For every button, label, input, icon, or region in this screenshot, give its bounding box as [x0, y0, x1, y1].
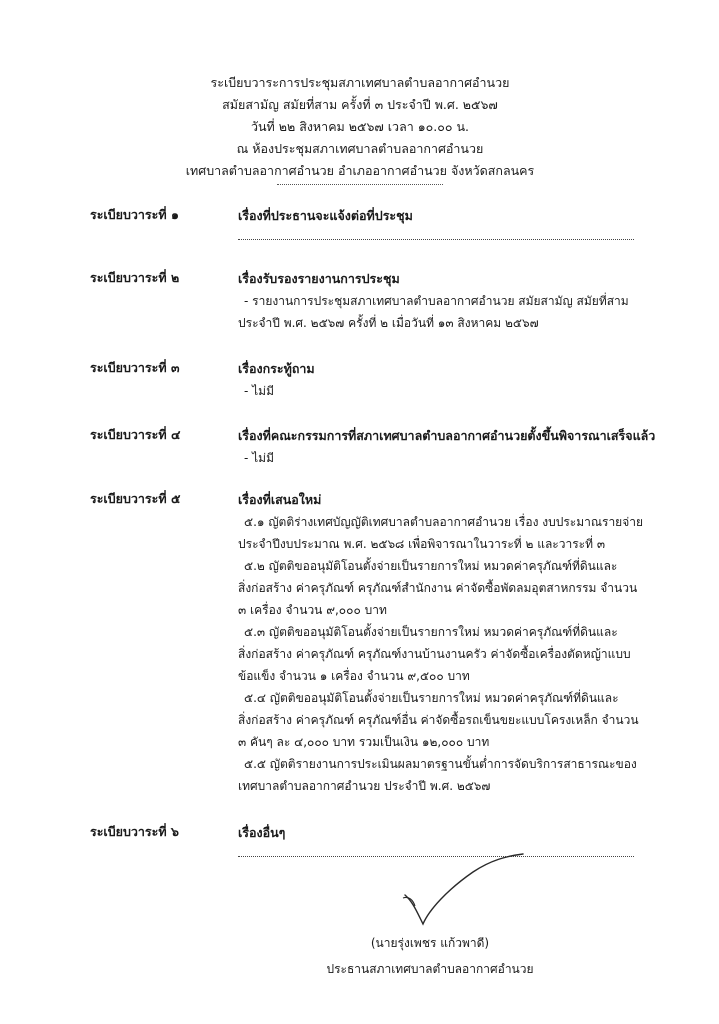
agenda-item: - ไม่มี	[244, 451, 274, 465]
signatory-position: ประธานสภาเทศบาลตำบลอากาศอำนวย	[326, 962, 534, 976]
document-header	[110, 72, 610, 185]
agenda-item-5-3-continued: สิ่งก่อสร้าง ค่าครุภัณฑ์ ครุภัณฑ์งานบ้านงานครัว ค่าจัดซื้อเครื่องตัดหญ้าแบบ	[238, 647, 631, 661]
agenda-item-5-5-continued: เทศบาลตำบลอากาศอำนวย ประจำปี พ.ศ. ๒๕๖๗	[238, 779, 491, 793]
agenda-title: เรื่องอื่นๆ	[238, 825, 286, 840]
agenda-item-5-1: ๕.๑ ญัตติร่างเทศบัญญัติเทศบาลตำบลอากาศอำนวย เรื่อง งบประมาณรายจ่าย	[244, 515, 644, 529]
agenda-item-5-5: ๕.๕ ญัตติรายงานการประเมินผลมาตรฐานขั้นต่ำการจัดบริการสาธารณะของ	[244, 757, 637, 771]
signatory-block	[300, 930, 560, 982]
agenda-item-5-2-continued: ๓ เครื่อง จำนวน ๙,๐๐๐ บาท	[238, 603, 387, 617]
agenda-title: เรื่องรับรองรายงานการประชุม	[238, 271, 400, 286]
dotted-fill-line	[238, 229, 634, 240]
agenda-item-5-4-continued: สิ่งก่อสร้าง ค่าครุภัณฑ์ ครุภัณฑ์อื่น ค่าจัดซื้อรถเข็นขยะแบบโครงเหล็ก จำนวน	[238, 713, 639, 727]
header-session: สมัยสามัญ สมัยที่สาม ครั้งที่ ๓ ประจำปี พ.ศ. ๒๕๖๗	[222, 97, 498, 112]
agenda-item: - รายงานการประชุมสภาเทศบาลตำบลอากาศอำนวย สมัยสามัญ สมัยที่สาม	[244, 294, 629, 308]
header-venue: ณ ห้องประชุมสภาเทศบาลตำบลอากาศอำนวย	[236, 141, 484, 156]
agenda-label: ระเบียบวาระที่ ๓	[90, 360, 180, 375]
agenda-item-5-3: ๕.๓ ญัตติขออนุมัติโอนตั้งจ่ายเป็นรายการใหม่ หมวดค่าครุภัณฑ์ที่ดินและ	[244, 625, 618, 639]
agenda-item-5-3-continued: ข้อแข็ง จำนวน ๑ เครื่อง จำนวน ๙,๕๐๐ บาท	[238, 669, 470, 683]
agenda-title: เรื่องที่เสนอใหม่	[238, 492, 322, 507]
handwritten-signature	[395, 850, 545, 932]
header-title: ระเบียบวาระการประชุมสภาเทศบาลตำบลอากาศอำนวย	[210, 75, 510, 90]
agenda-title: เรื่องที่ประธานจะแจ้งต่อที่ประชุม	[238, 208, 413, 223]
agenda-item-5-2: ๕.๒ ญัตติขออนุมัติโอนตั้งจ่ายเป็นรายการใหม่ หมวดค่าครุภัณฑ์ที่ดินและ	[244, 559, 618, 573]
agenda-label: ระเบียบวาระที่ ๔	[90, 427, 181, 442]
agenda-item-5-4: ๕.๔ ญัตติขออนุมัติโอนตั้งจ่ายเป็นรายการใหม่ หมวดค่าครุภัณฑ์ที่ดินและ	[244, 691, 619, 705]
agenda-label: ระเบียบวาระที่ ๑	[90, 207, 179, 222]
agenda-label: ระเบียบวาระที่ ๖	[90, 824, 179, 839]
agenda-item-5-4-continued: ๓ คันๆ ละ ๔,๐๐๐ บาท รวมเป็นเงิน ๑๒,๐๐๐ บาท	[238, 735, 490, 749]
agenda-item: - ไม่มี	[244, 384, 274, 398]
header-date-time: วันที่ ๒๒ สิงหาคม ๒๕๖๗ เวลา ๑๐.๐๐ น.	[250, 119, 470, 134]
agenda-title: เรื่องกระทู้ถาม	[238, 361, 315, 376]
agenda-item-5-1-continued: ประจำปีงบประมาณ พ.ศ. ๒๕๖๘ เพื่อพิจารณาในวาระที่ ๒ และวาระที่ ๓	[238, 537, 606, 551]
agenda-label: ระเบียบวาระที่ ๕	[90, 491, 181, 506]
agenda-item-continued: ประจำปี พ.ศ. ๒๕๖๗ ครั้งที่ ๒ เมื่อวันที่ ๑๓ สิงหาคม ๒๕๖๗	[238, 316, 539, 330]
signatory-name: (นายรุ่งเพชร แก้วพาดี)	[370, 936, 490, 950]
agenda-title: เรื่องที่คณะกรรมการที่สภาเทศบาลตำบลอากาศอำนวยตั้งขึ้นพิจารณาเสร็จแล้ว	[238, 428, 656, 443]
agenda-item-5-2-continued: สิ่งก่อสร้าง ค่าครุภัณฑ์ ครุภัณฑ์สำนักงาน ค่าจัดซื้อพัดลมอุตสาหกรรม จำนวน	[238, 581, 638, 595]
agenda-label: ระเบียบวาระที่ ๒	[90, 270, 180, 285]
header-location: เทศบาลตำบลอากาศอำนวย อำเภออากาศอำนวย จังหวัดสกลนคร	[185, 163, 535, 178]
header-divider	[277, 184, 443, 185]
